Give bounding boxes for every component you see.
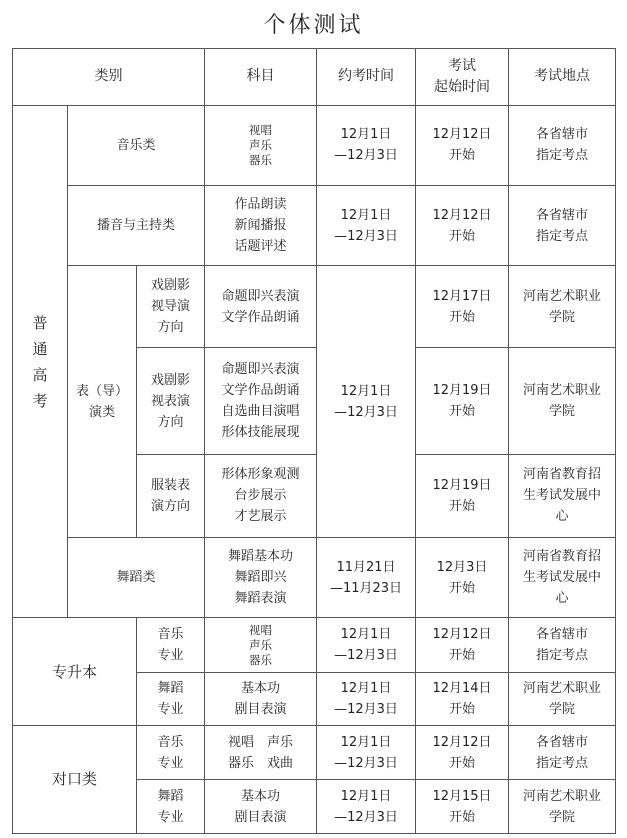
table-row xyxy=(13,537,616,618)
subjects-dk-dance: 基本功 剧目表演 xyxy=(205,780,317,834)
header-category: 类别 xyxy=(13,49,205,106)
appointment-zsb-music: 12月1日 —12月3日 xyxy=(317,618,416,673)
category-dance: 舞蹈类 xyxy=(68,537,205,618)
appointment-dance: 11月21日 —11月23日 xyxy=(317,537,416,618)
header-exam-location: 考试地点 xyxy=(509,49,616,106)
major-dk-dance: 舞蹈 专业 xyxy=(137,780,205,834)
appointment-dk-dance: 12月1日 —12月3日 xyxy=(317,780,416,834)
table-row xyxy=(13,266,616,348)
table-row xyxy=(13,105,616,185)
header-exam-start-time: 考试 起始时间 xyxy=(416,49,509,106)
location-broadcast: 各省辖市 指定考点 xyxy=(509,185,616,266)
start-directing: 12月17日 开始 xyxy=(416,266,509,348)
appointment-broadcast: 12月1日 —12月3日 xyxy=(317,185,416,266)
start-zsb-dance: 12月14日 开始 xyxy=(416,673,509,726)
page-title: 个体测试 xyxy=(263,13,364,38)
major-zsb-music: 音乐 专业 xyxy=(137,618,205,673)
category-music: 音乐类 xyxy=(68,105,205,185)
appointment-music: 12月1日 —12月3日 xyxy=(317,105,416,185)
start-acting: 12月19日 开始 xyxy=(416,348,509,454)
header-appointment-time: 约考时间 xyxy=(317,49,416,106)
header-row xyxy=(13,49,616,106)
location-dance: 河南省教育招 生考试发展中 心 xyxy=(509,537,616,618)
subjects-directing: 命题即兴表演 文学作品朗诵 xyxy=(205,266,317,348)
table-row xyxy=(13,185,616,266)
appointment-zsb-dance: 12月1日 —12月3日 xyxy=(317,673,416,726)
table-row xyxy=(13,618,616,673)
start-dk-music: 12月12日 开始 xyxy=(416,725,509,780)
start-music: 12月12日 开始 xyxy=(416,105,509,185)
header-subject: 科目 xyxy=(205,49,317,106)
start-broadcast: 12月12日 开始 xyxy=(416,185,509,266)
subjects-dance: 舞蹈基本功 舞蹈即兴 舞蹈表演 xyxy=(205,537,317,618)
category-performance: 表（导） 演类 xyxy=(68,266,137,537)
subjects-zsb-music: 视唱 声乐 器乐 xyxy=(205,618,317,673)
exam-schedule-table xyxy=(12,48,616,834)
direction-acting: 戏剧影 视表演 方向 xyxy=(137,348,205,454)
major-zsb-dance: 舞蹈 专业 xyxy=(137,673,205,726)
location-zsb-music: 各省辖市 指定考点 xyxy=(509,618,616,673)
direction-directing: 戏剧影 视导演 方向 xyxy=(137,266,205,348)
section-zhuanshengben: 专升本 xyxy=(13,618,137,725)
start-dance: 12月3日 开始 xyxy=(416,537,509,618)
section-putong-gaokao: 普 通 高 考 xyxy=(13,105,68,618)
location-directing: 河南艺术职业 学院 xyxy=(509,266,616,348)
location-zsb-dance: 河南艺术职业 学院 xyxy=(509,673,616,726)
start-zsb-music: 12月12日 开始 xyxy=(416,618,509,673)
section-duikou: 对口类 xyxy=(13,725,137,833)
location-costume: 河南省教育招 生考试发展中 心 xyxy=(509,454,616,537)
start-costume: 12月19日 开始 xyxy=(416,454,509,537)
location-acting: 河南艺术职业 学院 xyxy=(509,348,616,454)
appointment-performance: 12月1日 —12月3日 xyxy=(317,266,416,537)
category-broadcast: 播音与主持类 xyxy=(68,185,205,266)
subjects-zsb-dance: 基本功 剧目表演 xyxy=(205,673,317,726)
direction-costume: 服装表 演方向 xyxy=(137,454,205,537)
location-dk-dance: 河南艺术职业 学院 xyxy=(509,780,616,834)
table-row xyxy=(13,725,616,780)
start-dk-dance: 12月15日 开始 xyxy=(416,780,509,834)
subjects-broadcast: 作品朗读 新闻播报 话题评述 xyxy=(205,185,317,266)
location-dk-music: 各省辖市 指定考点 xyxy=(509,725,616,780)
subjects-acting: 命题即兴表演 文学作品朗诵 自选曲目演唱 形体技能展现 xyxy=(205,348,317,454)
location-music: 各省辖市 指定考点 xyxy=(509,105,616,185)
subjects-costume: 形体形象观测 台步展示 才艺展示 xyxy=(205,454,317,537)
subjects-dk-music: 视唱 声乐 器乐 戏曲 xyxy=(205,725,317,780)
subjects-music: 视唱 声乐 器乐 xyxy=(205,105,317,185)
appointment-dk-music: 12月1日 —12月3日 xyxy=(317,725,416,780)
major-dk-music: 音乐 专业 xyxy=(137,725,205,780)
